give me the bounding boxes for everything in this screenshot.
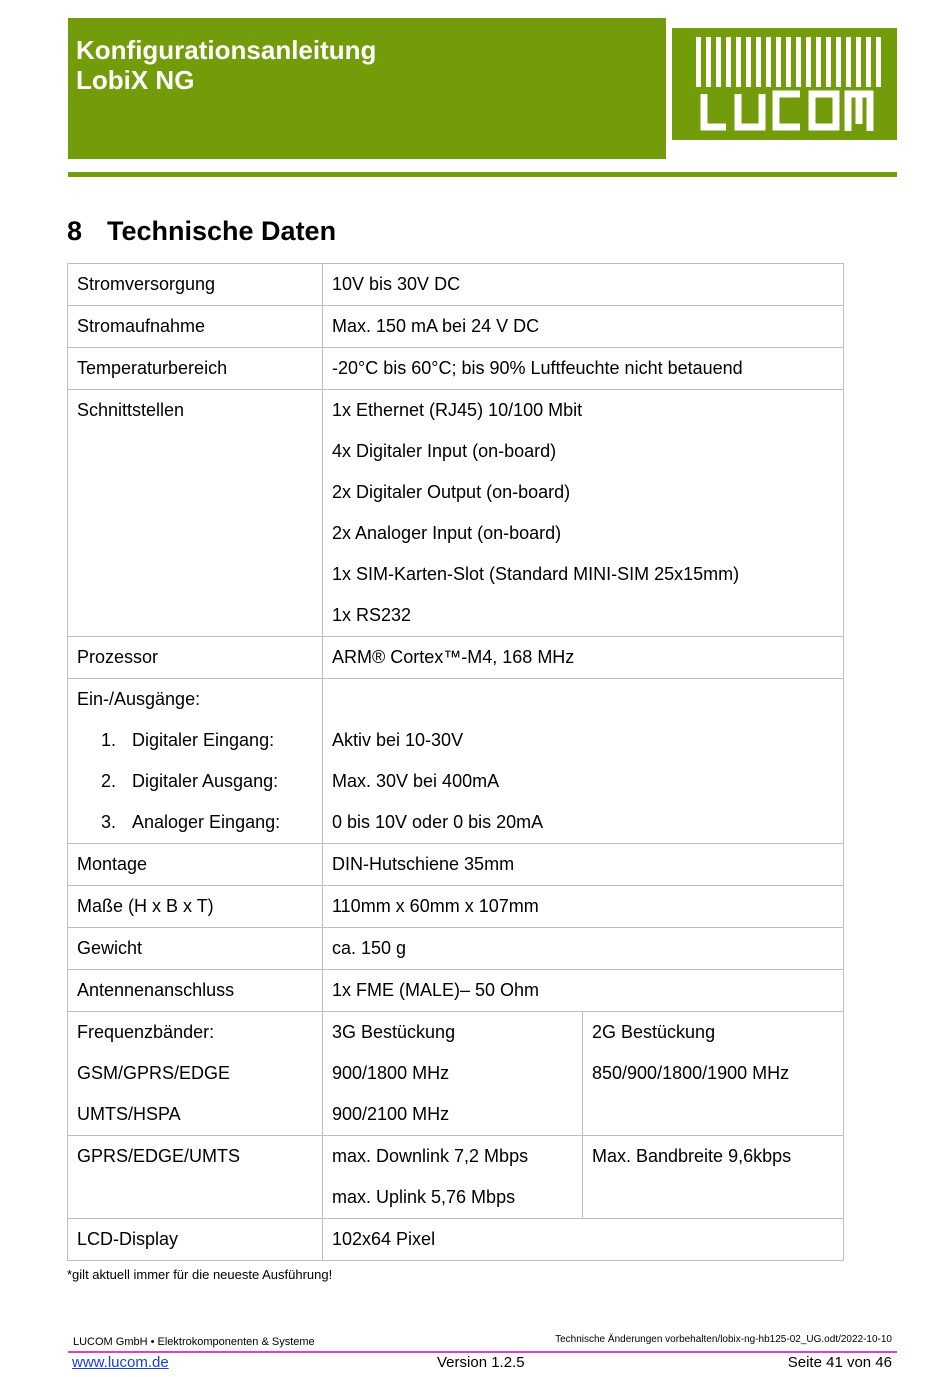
table-row — [68, 1219, 844, 1261]
spec-value-2g: 2G Bestückung 850/900/1800/1900 MHz — [583, 1012, 844, 1136]
spec-label: Stromaufnahme — [68, 306, 323, 348]
spec-value-2g: Max. Bandbreite 9,6kbps — [583, 1136, 844, 1219]
spec-label: Gewicht — [68, 928, 323, 970]
table-row — [68, 264, 844, 306]
spec-value: Max. 150 mA bei 24 V DC — [323, 306, 844, 348]
spec-value-3g: 3G Bestückung 900/1800 MHz 900/2100 MHz — [323, 1012, 583, 1136]
footer-rule — [68, 1351, 897, 1353]
io-value: 0 bis 10V oder 0 bis 20mA — [332, 812, 544, 832]
table-row — [68, 1136, 844, 1219]
spec-value-3g: max. Downlink 7,2 Mbps max. Uplink 5,76 Mbps — [323, 1136, 583, 1219]
spec-value: 110mm x 60mm x 107mm — [323, 886, 844, 928]
table-row — [68, 679, 844, 844]
spec-label: Prozessor — [68, 637, 323, 679]
spec-label: LCD-Display — [68, 1219, 323, 1261]
io-item: 2. Digitaler Ausgang: — [101, 771, 279, 791]
interface-item: 1x Ethernet (RJ45) 10/100 Mbit — [332, 400, 583, 420]
io-item: 1. Digitaler Eingang: — [101, 730, 275, 750]
spec-value: ca. 150 g — [323, 928, 844, 970]
interface-item: 1x RS232 — [332, 605, 412, 625]
spec-value: ARM® Cortex™-M4, 168 MHz — [323, 637, 844, 679]
io-value: Max. 30V bei 400mA — [332, 771, 500, 791]
interface-item: 2x Digitaler Output (on-board) — [332, 482, 571, 502]
table-row — [68, 390, 844, 637]
footnote: *gilt aktuell immer für die neueste Ausführung! — [67, 1267, 333, 1282]
document-title-line1: Konfigurationsanleitung — [76, 35, 377, 65]
spec-label: Montage — [68, 844, 323, 886]
document-title-line2: LobiX NG — [76, 65, 195, 95]
spec-label: Temperaturbereich — [68, 348, 323, 390]
spec-value: 1x FME (MALE)– 50 Ohm — [323, 970, 844, 1012]
spec-label: Ein-/Ausgänge: 1. Digitaler Eingang: 2. Digitaler Ausgang: 3. Analoger Eingang: — [68, 679, 323, 844]
interface-item: 1x SIM-Karten-Slot (Standard MINI-SIM 25x15mm) — [332, 564, 740, 584]
section-title: Technische Daten — [107, 216, 337, 246]
spec-label: Antennenanschluss — [68, 970, 323, 1012]
spec-value — [323, 390, 844, 637]
spec-table — [67, 263, 844, 1261]
header-rule — [68, 172, 897, 177]
version-label: Version 1.2.5 — [437, 1354, 525, 1371]
spec-value — [323, 679, 844, 844]
spec-label: GPRS/EDGE/UMTS — [68, 1136, 323, 1219]
footer-company: LUCOM GmbH • Elektrokomponenten & Systeme — [73, 1336, 315, 1348]
table-row — [68, 928, 844, 970]
table-row — [68, 886, 844, 928]
io-item: 3. Analoger Eingang: — [101, 812, 281, 832]
spec-label: Frequenzbänder: GSM/GPRS/EDGE UMTS/HSPA — [68, 1012, 323, 1136]
io-value: Aktiv bei 10-30V — [332, 730, 464, 750]
section-heading — [67, 216, 336, 247]
document-title — [76, 35, 376, 95]
interface-item: 4x Digitaler Input (on-board) — [332, 441, 557, 461]
spec-value: DIN-Hutschiene 35mm — [323, 844, 844, 886]
section-number: 8 — [67, 216, 83, 246]
table-row — [68, 1012, 844, 1136]
spec-label: Stromversorgung — [68, 264, 323, 306]
spec-label: Maße (H x B x T) — [68, 886, 323, 928]
website-link[interactable]: www.lucom.de — [72, 1354, 169, 1371]
table-row — [68, 844, 844, 886]
page-number: Seite 41 von 46 — [787, 1354, 892, 1371]
lucom-logo — [672, 28, 897, 140]
table-row — [68, 306, 844, 348]
spec-value: 102x64 Pixel — [323, 1219, 844, 1261]
table-row — [68, 637, 844, 679]
spec-value: -20°C bis 60°C; bis 90% Luftfeuchte nicht betauend — [323, 348, 844, 390]
table-row — [68, 970, 844, 1012]
spec-label: Schnittstellen — [68, 390, 323, 637]
table-row — [68, 348, 844, 390]
footer-notice: Technische Änderungen vorbehalten/lobix-ng-hb125-02_UG.odt/2022-10-10 — [555, 1334, 892, 1345]
spec-value: 10V bis 30V DC — [323, 264, 844, 306]
interface-item: 2x Analoger Input (on-board) — [332, 523, 562, 543]
